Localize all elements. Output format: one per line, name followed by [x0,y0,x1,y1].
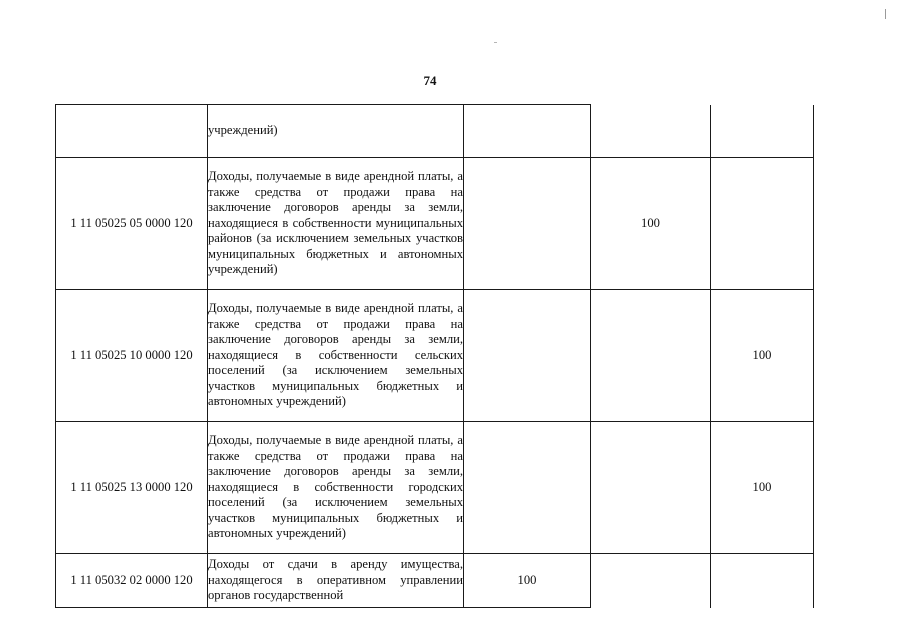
budget-code-cell [56,105,208,158]
value-cell-col3 [464,422,591,554]
value-cell-col3 [464,158,591,290]
description-cell [208,105,464,158]
value-cell-col5 [711,158,814,290]
value-cell-col5 [711,554,814,608]
description-text: учреждений) [208,123,278,138]
budget-code-cell: 1 11 05025 10 0000 120 [56,290,208,422]
table-row [56,554,814,608]
value-cell-col3: 100 [464,554,591,608]
description-cell [208,554,464,608]
table-row [56,290,814,422]
revenue-distribution-table [55,104,814,608]
value-cell-col5 [711,105,814,158]
value-cell-col4 [591,554,711,608]
description-cell [208,158,464,290]
value-cell-col3 [464,105,591,158]
value-cell-col4 [591,422,711,554]
value-cell-col5: 100 [711,422,814,554]
description-cell [208,290,464,422]
scan-artifact-dot [494,42,497,43]
description-text: Доходы от сдачи в аренду имущества, находящегося в оперативном управлении органов государственной [208,557,463,603]
table-row [56,105,814,158]
description-cell [208,422,464,554]
value-cell-col4 [591,290,711,422]
scan-artifact-mark [885,9,886,19]
budget-code-cell: 1 11 05025 05 0000 120 [56,158,208,290]
description-text: Доходы, получаемые в виде арендной платы, а также средства от продажи права на заключение договоров аренды за земли, находящиеся в собственности сельских поселений (за исключением земельных участков муниципальных бюджетных и автономных учреждений) [208,300,463,409]
description-text: Доходы, получаемые в виде арендной платы, а также средства от продажи права на заключение договоров аренды за земли, находящиеся в собственности муниципальных районов (за исключением земельных участков муниципальных бюджетных и автономных учреждений) [208,168,463,277]
budget-code-cell: 1 11 05025 13 0000 120 [56,422,208,554]
table-row [56,158,814,290]
budget-code-cell: 1 11 05032 02 0000 120 [56,554,208,608]
value-cell-col5: 100 [711,290,814,422]
table-row [56,422,814,554]
value-cell-col4: 100 [591,158,711,290]
value-cell-col4 [591,105,711,158]
value-cell-col3 [464,290,591,422]
description-text: Доходы, получаемые в виде арендной платы, а также средства от продажи права на заключение договоров аренды за земли, находящиеся в собственности городских поселений (за исключением земельных участков муниципальных бюджетных и автономных учреждений) [208,432,463,541]
page-number: 74 [423,73,437,88]
